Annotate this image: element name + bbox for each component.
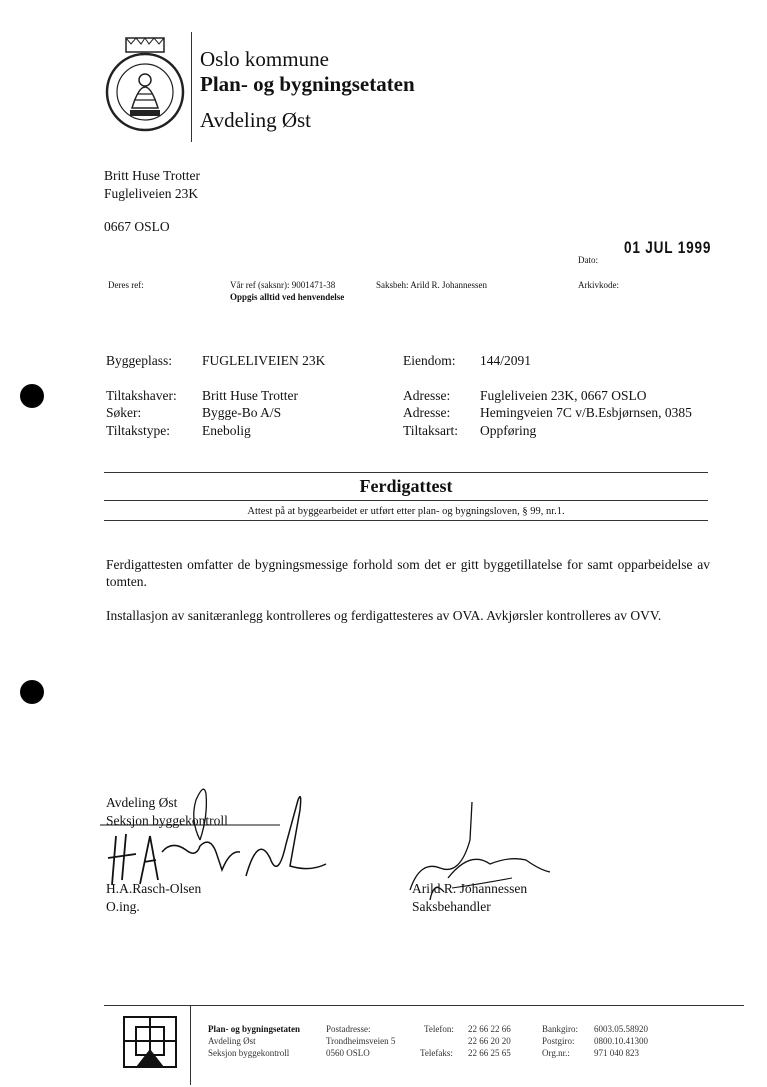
footer-address-city: 0560 OSLO bbox=[326, 1048, 370, 1058]
footer-dept: Avdeling Øst bbox=[208, 1036, 256, 1046]
footer-phone2-value: 22 66 20 20 bbox=[468, 1036, 511, 1046]
footer-address-street: Trondheimsveien 5 bbox=[326, 1036, 396, 1046]
signature-left-section: Seksjon byggekontroll bbox=[106, 813, 228, 828]
footer-orgnr-value: 971 040 823 bbox=[594, 1048, 639, 1058]
title-rule-bottom bbox=[104, 520, 708, 521]
footer-phone-value: 22 66 22 66 bbox=[468, 1024, 511, 1034]
footer-divider bbox=[190, 1005, 191, 1085]
signature-left-title: O.ing. bbox=[106, 899, 140, 914]
adresse2-label: Adresse: bbox=[403, 405, 451, 420]
footer-fax-value: 22 66 25 65 bbox=[468, 1048, 511, 1058]
department-name: Avdeling Øst bbox=[200, 108, 312, 132]
footer-col-agency bbox=[208, 1023, 300, 1059]
tiltakstype-label: Tiltakstype: bbox=[106, 423, 171, 438]
tiltakshaver-label: Tiltakshaver: bbox=[106, 388, 177, 403]
punch-hole-top bbox=[20, 384, 44, 408]
footer-col-phone-values bbox=[468, 1023, 511, 1059]
header-divider bbox=[191, 32, 192, 142]
footer-postgiro-label: Postgiro: bbox=[542, 1036, 575, 1046]
footer-orgnr-label: Org.nr.: bbox=[542, 1048, 570, 1058]
footer-col-address bbox=[326, 1023, 395, 1059]
recipient-city: 0667 OSLO bbox=[104, 219, 170, 234]
signature-right-title: Saksbehandler bbox=[412, 899, 491, 914]
var-ref-note: Oppgis alltid ved henvendelse bbox=[230, 292, 345, 302]
footer-phone-label: Telefon: bbox=[424, 1024, 454, 1034]
footer-agency: Plan- og bygningsetaten bbox=[208, 1024, 301, 1034]
footer-bankgiro-value: 6003.05.58920 bbox=[594, 1024, 648, 1034]
byggeplass-label: Byggeplass: bbox=[106, 353, 172, 368]
footer-rule bbox=[104, 1005, 744, 1006]
footer-col-bank-labels bbox=[542, 1023, 578, 1059]
certificate-subtitle: Attest på at byggearbeidet er utført etter plan- og bygningsloven, § 99, nr.1. bbox=[247, 506, 565, 517]
org-name: Oslo kommune bbox=[200, 47, 329, 71]
adresse1-label: Adresse: bbox=[403, 388, 451, 403]
adresse1-value: Fugleliveien 23K, 0667 OSLO bbox=[480, 388, 647, 403]
eiendom-label: Eiendom: bbox=[403, 353, 456, 368]
saksbehandler-ref: Saksbeh: Arild R. Johannessen bbox=[376, 280, 487, 290]
footer-logo bbox=[122, 1015, 178, 1069]
deres-ref-label: Deres ref: bbox=[108, 280, 144, 290]
arkivkode-label: Arkivkode: bbox=[578, 280, 619, 290]
soker-label: Søker: bbox=[106, 405, 142, 420]
footer-address-label: Postadresse: bbox=[326, 1024, 371, 1034]
agency-name: Plan- og bygningsetaten bbox=[200, 72, 415, 96]
footer-fax-label: Telefaks: bbox=[420, 1048, 453, 1058]
date-label: Dato: bbox=[578, 255, 598, 265]
footer-col-bank-values bbox=[594, 1023, 648, 1059]
punch-hole-bottom bbox=[20, 680, 44, 704]
certificate-title: Ferdigattest bbox=[359, 476, 453, 496]
footer-col-phone-labels bbox=[420, 1023, 454, 1059]
tiltakshaver-value: Britt Huse Trotter bbox=[202, 388, 299, 403]
title-rule-top bbox=[104, 472, 708, 473]
title-rule-middle bbox=[104, 500, 708, 501]
footer-phone2-label bbox=[420, 1035, 454, 1047]
footer-bankgiro-label: Bankgiro: bbox=[542, 1024, 578, 1034]
tiltaksart-label: Tiltaksart: bbox=[403, 423, 459, 438]
oslo-seal-logo bbox=[104, 36, 186, 132]
body-paragraph-2: Installasjon av sanitæranlegg kontrolleres og ferdigattesteres av OVA. Avkjørsler kontrolleres av OVV. bbox=[106, 608, 662, 623]
signature-left-name: H.A.Rasch-Olsen bbox=[106, 881, 202, 896]
tiltakstype-value: Enebolig bbox=[202, 423, 251, 438]
recipient-street: Fugleliveien 23K bbox=[104, 186, 199, 201]
recipient-name: Britt Huse Trotter bbox=[104, 168, 201, 183]
handwritten-signature-left bbox=[100, 780, 330, 890]
footer-section: Seksjon byggekontroll bbox=[208, 1048, 290, 1058]
signature-left-dept: Avdeling Øst bbox=[106, 795, 178, 810]
footer-postgiro-value: 0800.10.41300 bbox=[594, 1036, 648, 1046]
body-paragraph-1: Ferdigattesten omfatter de bygningsmessige forhold som det er gitt byggetillatelse for samt opparbeidelse av tomten. bbox=[106, 557, 710, 589]
tiltaksart-value: Oppføring bbox=[480, 423, 537, 438]
date-stamp: 01 JUL 1999 bbox=[624, 238, 712, 257]
soker-value: Bygge-Bo A/S bbox=[202, 405, 282, 420]
adresse2-value: Hemingveien 7C v/B.Esbjørnsen, 0385 bbox=[480, 405, 692, 420]
byggeplass-value: FUGLELIVEIEN 23K bbox=[202, 353, 326, 368]
signature-right-name: Arild R. Johannessen bbox=[412, 881, 528, 896]
eiendom-value: 144/2091 bbox=[480, 353, 532, 368]
var-ref: Vår ref (saksnr): 9001471-38 bbox=[230, 280, 336, 290]
